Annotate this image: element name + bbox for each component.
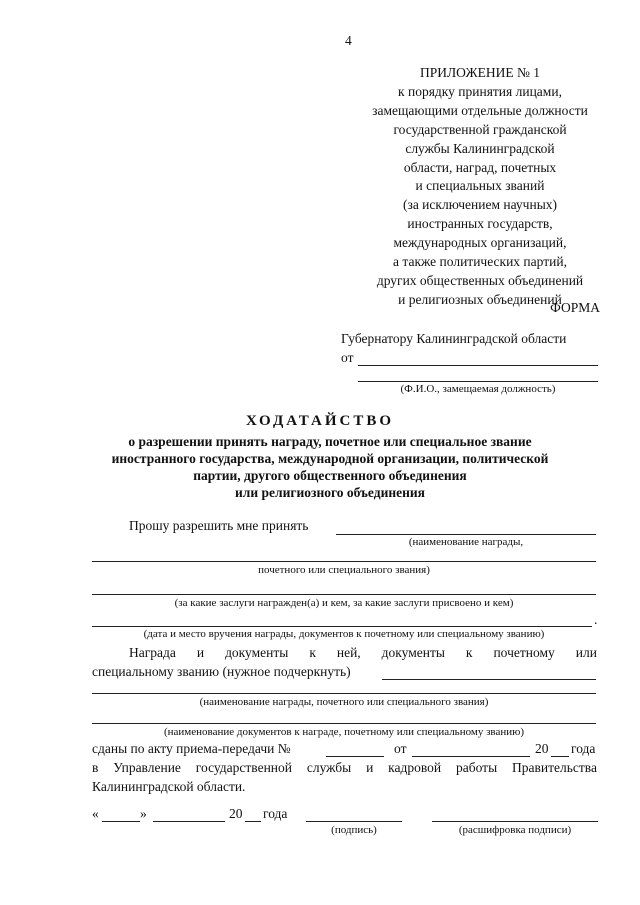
word: ней, — [336, 645, 361, 660]
word: документы — [381, 645, 445, 660]
from-line — [358, 365, 598, 366]
decode-line — [432, 821, 598, 822]
line-end-dot: . — [594, 612, 598, 627]
act-date-line — [412, 756, 530, 757]
word: Управление — [113, 760, 181, 775]
signature-line — [306, 821, 402, 822]
from-line-2 — [358, 381, 598, 382]
caption-signature: (подпись) — [331, 824, 377, 836]
award-name-line — [92, 693, 596, 694]
word: кадровой — [388, 760, 442, 775]
month-line — [153, 821, 225, 822]
dept-line-2: Калининградской области. — [92, 779, 246, 794]
caption-merits: (за какие заслуги награжден(а) и кем, за какие заслуги присвоено и кем) — [174, 597, 514, 609]
appendix-line: замещающими отдельные должности — [372, 102, 588, 118]
caption-award: (наименование награды, — [408, 536, 524, 548]
appendix-line: области, наград, почетных — [403, 159, 557, 175]
word: к — [465, 645, 473, 660]
caption-award-name: (наименование награды, почетного или специального звания) — [199, 696, 489, 708]
paragraph-line-2: специальному званию (нужное подчеркнуть) — [92, 664, 351, 679]
word: Награда — [129, 645, 176, 660]
award-line — [336, 534, 596, 535]
title-line: партии, другого общественного объединения — [193, 468, 467, 483]
caption-award-cont: почетного или специального звания) — [258, 564, 430, 576]
act-year-suffix: года — [571, 741, 596, 756]
word: службы — [306, 760, 352, 775]
act-label: сданы по акту приема-передачи № — [92, 741, 291, 756]
caption-decode: (расшифровка подписи) — [458, 824, 572, 836]
appendix-block — [365, 64, 595, 310]
page-number: 4 — [345, 33, 352, 48]
from-caption: (Ф.И.О., замещаемая должность) — [400, 383, 556, 395]
document-title: ХОДАТАЙСТВО — [245, 413, 395, 429]
paragraph-line-1 — [129, 645, 597, 661]
act-year-line — [551, 756, 569, 757]
word: или — [575, 645, 597, 660]
quote-close: » — [140, 806, 147, 821]
request-text: Прошу разрешить мне принять — [129, 518, 309, 533]
sign-year-prefix: 20 — [229, 806, 243, 821]
merits-line — [92, 594, 596, 595]
date-place-line — [92, 626, 592, 627]
appendix-line: других общественных объединений — [376, 272, 584, 288]
award-line-2 — [92, 561, 596, 562]
word: работы — [455, 760, 498, 775]
addressee-to: Губернатору Калининградской области — [341, 331, 567, 346]
addressee-from-label: от — [341, 350, 354, 365]
act-number-line — [326, 756, 384, 757]
word: в — [92, 760, 99, 775]
day-line — [102, 821, 140, 822]
quote-open: « — [92, 806, 99, 821]
act-year-prefix: 20 — [535, 741, 549, 756]
appendix-line: и религиозных объединений — [398, 291, 562, 307]
title-line: или религиозного объединения — [235, 485, 425, 500]
word: документы — [225, 645, 289, 660]
title-subtitle — [60, 433, 600, 501]
appendix-line: международных организаций, — [393, 235, 567, 251]
appendix-line: а также политических партий, — [393, 254, 567, 270]
word: почетному — [493, 645, 555, 660]
word: и — [366, 760, 374, 775]
sign-year-suffix: года — [263, 806, 288, 821]
appendix-title: ПРИЛОЖЕНИЕ № 1 — [419, 65, 541, 80]
word: к — [309, 645, 316, 660]
appendix-line: и специальных званий — [415, 178, 545, 194]
appendix-line: иностранных государств, — [407, 216, 553, 232]
appendix-line: к порядку принятия лицами, — [398, 83, 562, 99]
word: Правительства — [511, 760, 597, 775]
word: государственной — [195, 760, 292, 775]
appendix-line: (за исключением научных) — [402, 197, 558, 213]
caption-documents: (наименование документов к награде, почетному или специальному званию) — [163, 726, 525, 738]
documents-line — [92, 723, 596, 724]
act-from-label: от — [394, 741, 407, 756]
underline-choice-line — [382, 679, 596, 680]
form-label: ФОРМА — [550, 300, 600, 315]
appendix-line: государственной гражданской — [393, 121, 567, 137]
title-line: иностранного государства, международной организации, политической — [111, 451, 549, 466]
word: и — [196, 645, 205, 660]
sign-year-line — [245, 821, 261, 822]
dept-line-1 — [92, 760, 597, 776]
caption-date-place: (дата и место вручения награды, документов к почетному или специальному званию) — [143, 628, 545, 640]
appendix-line: службы Калининградской — [405, 140, 555, 156]
title-line: о разрешении принять награду, почетное или специальное звание — [128, 434, 532, 449]
